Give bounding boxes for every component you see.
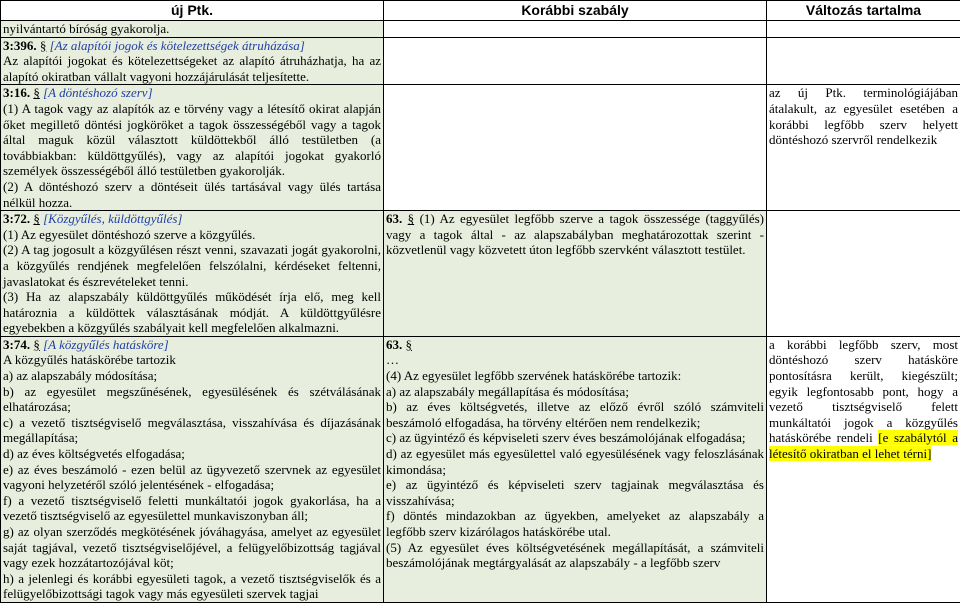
paragraph-2: (2) A tag jogosult a közgyűlésen részt venni, szavazati jogát gyakorolni, a közgyűlés rendjének megfelelően felszólalni, kérdéseket feltenni, javaslatokat és észrevételeket tenni. <box>3 242 381 289</box>
row-registry-court <box>1 21 960 38</box>
section-number: 3:74. <box>3 336 31 352</box>
text-line: d) az éves költségvetés elfogadása; <box>3 446 185 462</box>
section-number: 3:72. <box>3 211 31 227</box>
text-line: nyilvántartó bíróság gyakorolja. <box>3 21 170 36</box>
section-heading <box>3 337 381 353</box>
text-line: f) a vezető tisztségviselő feletti munkáltatói jogok gyakorlása, ha a vezető tisztségviselő az egyesülettel munkaviszonyban áll; <box>3 492 381 524</box>
row-3-16 <box>1 85 960 211</box>
old-text-line: b) az éves költségvetés, illetve az előző évről szóló számviteli beszámoló elfogadása, ha törvény eltérően nem rendelkezik; <box>386 399 764 430</box>
section-title: [A döntéshozó szerv] <box>43 85 153 101</box>
section-heading <box>3 85 381 101</box>
old-section-body: (1) Az egyesület legfőbb szerve a tagok összessége (taggyűlés) vagy a tagok által - az alapszabályban meghatározottak szerint - közvetlenül vagy közvetett úton legfőbb szervként választott testület. <box>386 211 764 258</box>
old-section-number: 63. <box>386 211 403 227</box>
cell-change <box>767 85 960 211</box>
change-text: az új Ptk. terminológiájában átalakult, az egyesület esetében a korábbi legfőbb szerv helyett döntéshozó szervről rendelkezik <box>769 85 958 148</box>
text-line: c) a vezető tisztségviselő megválasztása, visszahívása és díjazásának megállapítása; <box>3 414 381 446</box>
cell-new-ptk <box>1 336 384 602</box>
old-text-line: a) az alapszabály megállapítása és módosítása; <box>386 383 629 399</box>
header-change-content: Változás tartalma <box>767 1 960 21</box>
section-title: [Az alapítói jogok és kötelezettségek átruházása] <box>49 37 305 53</box>
section-text: Az alapítói jogokat és kötelezettségeket az alapító átruházhatja, ha az alapító okiratban vállalt vagyoni hozzájárulását teljesítette. <box>3 53 381 84</box>
text-line: g) az olyan szerződés megkötésének jóváhagyása, amelyet az egyesület saját tagjával, vezető tisztségviselőjével, a felügyelőbizottság tagjával vagy ezek hozzátartozójával köt; <box>3 524 381 571</box>
paragraph-3: (3) Ha az alapszabály küldöttgyűlés működését írja elő, meg kell határoznia a küldöttek választásának módját. A küldöttgyűlésre egyebekben a közgyűlés szabályait kell megfelelően alkalmazni. <box>3 289 381 336</box>
cell-change <box>767 211 960 337</box>
cell-new-ptk <box>1 21 384 38</box>
old-text-line: f) döntés mindazokban az ügyekben, amelyeket az alapszabály a legfőbb szerv kizárólagos hatáskörébe utal. <box>386 508 764 539</box>
old-text-line: c) az ügyintéző és képviseleti szerv éves beszámolójának elfogadása; <box>386 430 746 446</box>
change-text <box>769 337 958 462</box>
old-rule-text <box>386 211 764 258</box>
cell-new-ptk <box>1 211 384 337</box>
old-text-line: d) az egyesület más egyesülettel való egyesülésének vagy feloszlásának kimondása; <box>386 446 764 477</box>
section-number: 3:16. <box>3 85 31 101</box>
paragraph-1: (1) A tagok vagy az alapítók az e törvény vagy a létesítő okirat alapján őket megillető döntési jogköröket a tagok összességéből vagy a tagok által maguk közül választott küldöttekből álló testületben (a továbbiakban: küldöttgyűlés), vagy az alapítói jogokat gyakorló személyek összességéből álló testületben gyakorolják. <box>3 100 381 179</box>
header-row <box>1 1 960 21</box>
old-text-line: (5) Az egyesület éves költségvetésének megállapítását, a számviteli beszámolójának megtárgyalását az alapszabály - a legfőbb szerv <box>386 539 764 571</box>
text-line: b) az egyesület megszűnésének, egyesülésének és szétválásának elhatározása; <box>3 383 381 415</box>
old-text-line: e) az ügyintéző és képviseleti szerv tagjainak megválasztása és visszahívása; <box>386 477 764 508</box>
cell-previous-rule <box>384 85 767 211</box>
old-section-number: 63. <box>386 336 403 352</box>
row-3-396 <box>1 37 960 85</box>
cell-previous-rule <box>384 336 767 602</box>
paragraph-1: (1) Az egyesület döntéshozó szerve a közgyűlés. <box>3 226 256 242</box>
cell-change <box>767 37 960 85</box>
text-line: a) az alapszabály módosítása; <box>3 368 158 384</box>
section-title: [Közgyűlés, küldöttgyűlés] <box>43 211 183 227</box>
section-sign: § <box>33 85 40 101</box>
section-title: [A közgyűlés hatásköre] <box>43 336 169 352</box>
old-text-line: … <box>386 352 399 368</box>
cell-change <box>767 336 960 602</box>
text-line: e) az éves beszámoló - ezen belül az ügyvezető szervnek az egyesület vagyoni helyzetéről szóló jelentésének - elfogadása; <box>3 461 381 493</box>
old-section-sign: § <box>405 336 412 352</box>
section-sign: § <box>39 37 47 53</box>
text-line: h) a jelenlegi és korábbi egyesületi tagok, a vezető tisztségviselők és a felügyelőbizottsági tagok vagy más egyesületi szervek tagjai <box>3 570 381 602</box>
cell-new-ptk <box>1 85 384 211</box>
change-highlight: [e szabálytól a létesítő okiratban el lehet térni] <box>769 430 958 462</box>
section-number: 3:396. <box>3 37 37 53</box>
cell-previous-rule <box>384 37 767 85</box>
paragraph-2: (2) A döntéshozó szerv a döntéseit ülés tartásával vagy ülés tartása nélkül hozza. <box>3 178 381 210</box>
row-3-74 <box>1 336 960 602</box>
cell-new-ptk <box>1 37 384 85</box>
row-3-72 <box>1 211 960 337</box>
old-section-heading <box>386 337 764 353</box>
section-sign: § <box>33 211 40 227</box>
cell-change <box>767 21 960 38</box>
header-previous-rule: Korábbi szabály <box>384 1 767 21</box>
text-line: A közgyűlés hatáskörébe tartozik <box>3 352 176 368</box>
cell-previous-rule <box>384 211 767 337</box>
header-new-ptk: új Ptk. <box>1 1 384 21</box>
old-section-sign: § <box>407 211 415 227</box>
cell-previous-rule <box>384 21 767 38</box>
change-body: a korábbi legfőbb szerv, most döntéshozó szerv hatásköre pontosításra került, kiegészült; egyik legfontosabb pont, hogy a vezető tisztségviselő felett munkáltatói jogok a közgyűlés hatáskörébe rendeli <box>769 336 958 446</box>
old-text-line: (4) Az egyesület legfőbb szervének hatáskörébe tartozik: <box>386 368 682 384</box>
section-heading <box>3 38 381 54</box>
section-sign: § <box>33 336 40 352</box>
section-heading <box>3 211 381 227</box>
